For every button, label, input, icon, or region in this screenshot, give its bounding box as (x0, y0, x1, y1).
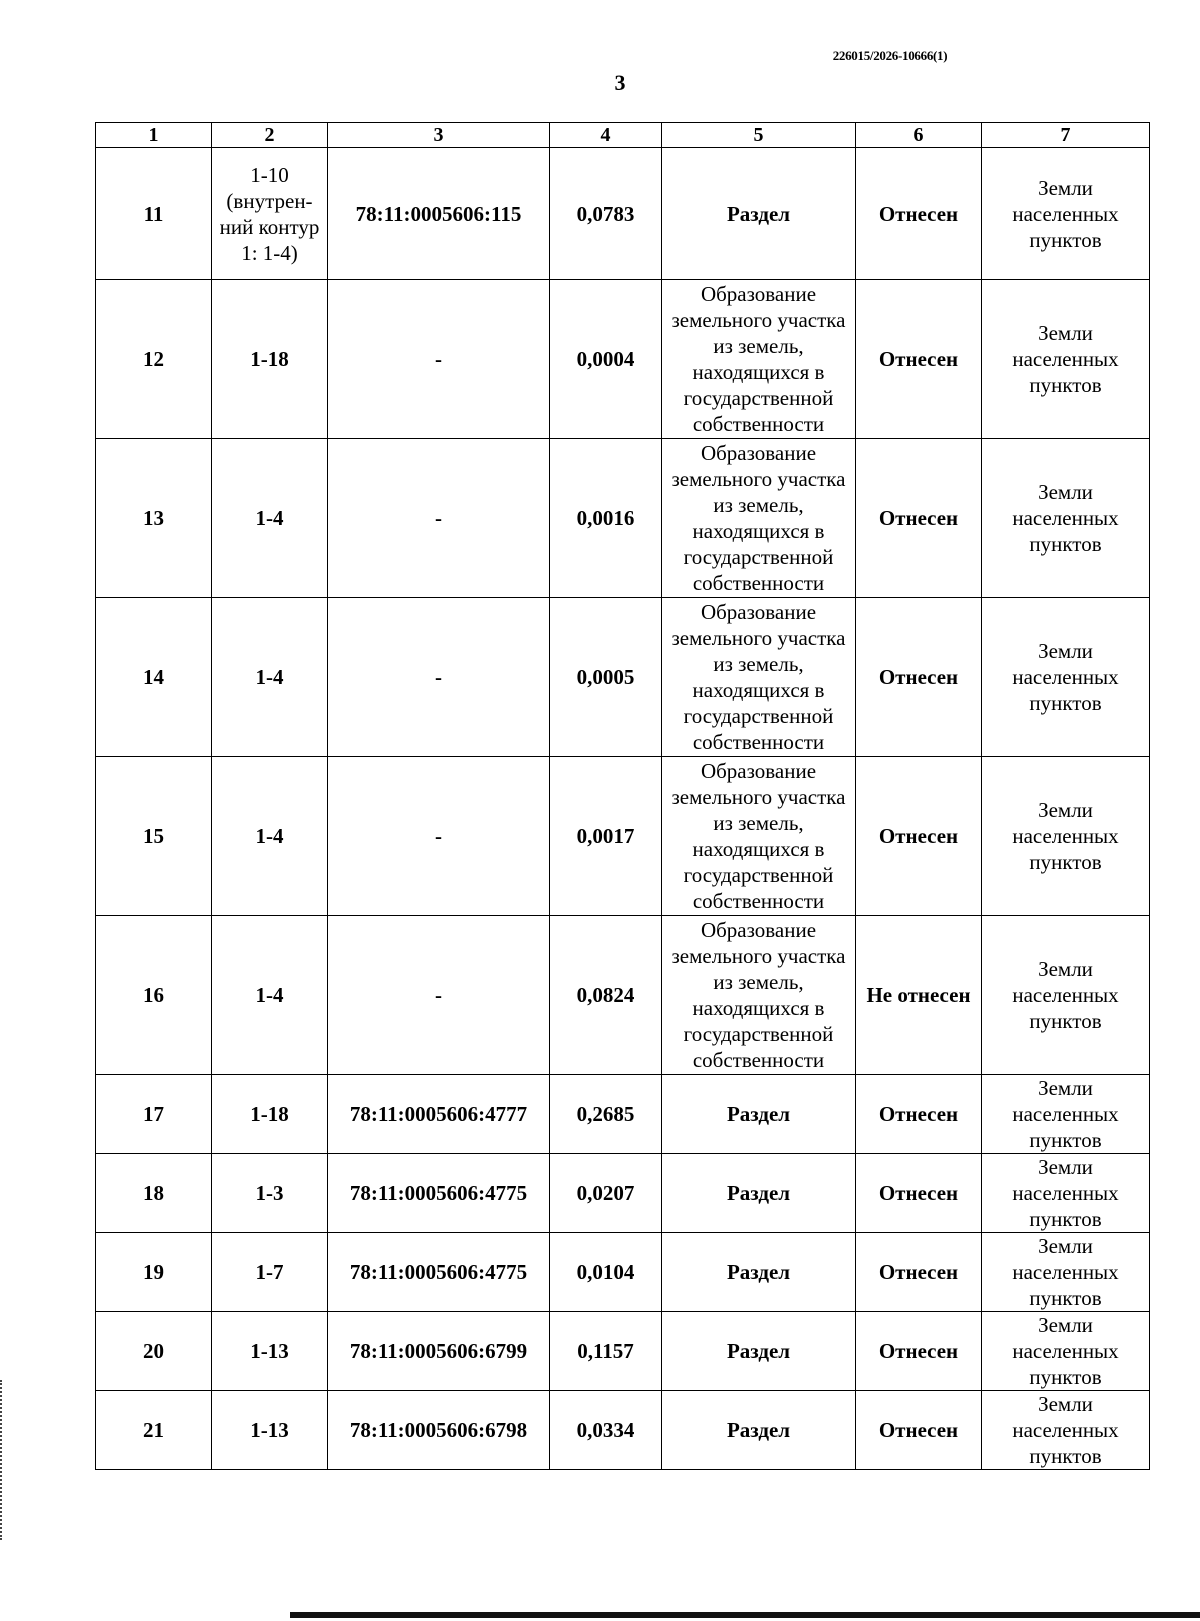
formation-method: Раздел (662, 1154, 856, 1233)
land-category: Земли населенных пунктов (982, 916, 1150, 1075)
boundary-points: 1-4 (212, 439, 328, 598)
table-row (96, 1233, 1150, 1312)
formation-method: Раздел (662, 1233, 856, 1312)
document-number: 226015/2026-10666(1) (832, 48, 948, 63)
formation-method: Образование земельного участка из земель, находящихся в государственной собственности (662, 757, 856, 916)
land-category: Земли населенных пунктов (982, 1154, 1150, 1233)
cadastral-number: 78:11:0005606:4777 (328, 1075, 550, 1154)
row-number: 19 (96, 1233, 212, 1312)
table-row (96, 1075, 1150, 1154)
area-value: 0,0004 (550, 280, 662, 439)
row-number: 14 (96, 598, 212, 757)
formation-method: Раздел (662, 148, 856, 280)
area-value: 0,0783 (550, 148, 662, 280)
table-row (96, 148, 1150, 280)
boundary-points: 1-4 (212, 757, 328, 916)
formation-method: Образование земельного участка из земель, находящихся в государственной собственности (662, 598, 856, 757)
cadastral-number: 78:11:0005606:115 (328, 148, 550, 280)
land-category: Земли населенных пунктов (982, 1233, 1150, 1312)
row-number: 16 (96, 916, 212, 1075)
scan-edge-mark (0, 1380, 5, 1540)
area-value: 0,0017 (550, 757, 662, 916)
boundary-points: 1-18 (212, 1075, 328, 1154)
cadastral-number: 78:11:0005606:4775 (328, 1233, 550, 1312)
column-header: 1 (96, 123, 212, 148)
area-value: 0,0005 (550, 598, 662, 757)
assignment-status: Отнесен (856, 1154, 982, 1233)
cadastral-number: - (328, 916, 550, 1075)
table-row (96, 280, 1150, 439)
boundary-points: 1-13 (212, 1391, 328, 1470)
cadastral-number: - (328, 439, 550, 598)
assignment-status: Отнесен (856, 439, 982, 598)
land-category: Земли населенных пунктов (982, 280, 1150, 439)
formation-method: Образование земельного участка из земель, находящихся в государственной собственности (662, 439, 856, 598)
cadastral-number: 78:11:0005606:6799 (328, 1312, 550, 1391)
row-number: 12 (96, 280, 212, 439)
land-category: Земли населенных пунктов (982, 1075, 1150, 1154)
scan-bottom-border (290, 1612, 1200, 1618)
column-header: 6 (856, 123, 982, 148)
table-row (96, 439, 1150, 598)
cadastral-number: - (328, 598, 550, 757)
land-category: Земли населенных пунктов (982, 148, 1150, 280)
assignment-status: Отнесен (856, 1075, 982, 1154)
assignment-status: Отнесен (856, 280, 982, 439)
row-number: 17 (96, 1075, 212, 1154)
cadastral-number: - (328, 280, 550, 439)
area-value: 0,0104 (550, 1233, 662, 1312)
formation-method: Образование земельного участка из земель, находящихся в государственной собственности (662, 916, 856, 1075)
boundary-points: 1-18 (212, 280, 328, 439)
assignment-status: Отнесен (856, 148, 982, 280)
land-category: Земли населенных пунктов (982, 1312, 1150, 1391)
row-number: 15 (96, 757, 212, 916)
formation-method: Раздел (662, 1075, 856, 1154)
table-row (96, 598, 1150, 757)
assignment-status: Отнесен (856, 1312, 982, 1391)
column-header: 2 (212, 123, 328, 148)
assignment-status: Отнесен (856, 1391, 982, 1470)
assignment-status: Отнесен (856, 598, 982, 757)
column-header: 5 (662, 123, 856, 148)
assignment-status: Не отнесен (856, 916, 982, 1075)
land-category: Земли населенных пунктов (982, 598, 1150, 757)
boundary-points: 1-3 (212, 1154, 328, 1233)
land-category: Земли населенных пунктов (982, 439, 1150, 598)
area-value: 0,2685 (550, 1075, 662, 1154)
area-value: 0,0207 (550, 1154, 662, 1233)
table-row (96, 757, 1150, 916)
assignment-status: Отнесен (856, 757, 982, 916)
table-row (96, 916, 1150, 1075)
column-header: 4 (550, 123, 662, 148)
boundary-points: 1-7 (212, 1233, 328, 1312)
land-category: Земли населенных пунктов (982, 1391, 1150, 1470)
column-header: 7 (982, 123, 1150, 148)
area-value: 0,1157 (550, 1312, 662, 1391)
cadastral-number: - (328, 757, 550, 916)
formation-method: Образование земельного участка из земель, находящихся в государственной собственности (662, 280, 856, 439)
area-value: 0,0016 (550, 439, 662, 598)
table-row (96, 1154, 1150, 1233)
row-number: 13 (96, 439, 212, 598)
row-number: 20 (96, 1312, 212, 1391)
boundary-points: 1-4 (212, 916, 328, 1075)
boundary-points: 1-13 (212, 1312, 328, 1391)
row-number: 18 (96, 1154, 212, 1233)
row-number: 11 (96, 148, 212, 280)
boundary-points: 1-4 (212, 598, 328, 757)
table-header-row (96, 123, 1150, 148)
area-value: 0,0824 (550, 916, 662, 1075)
row-number: 21 (96, 1391, 212, 1470)
page-number: 3 (614, 70, 626, 95)
land-category: Земли населенных пунктов (982, 757, 1150, 916)
table-row (96, 1312, 1150, 1391)
assignment-status: Отнесен (856, 1233, 982, 1312)
formation-method: Раздел (662, 1391, 856, 1470)
column-header: 3 (328, 123, 550, 148)
cadastral-number: 78:11:0005606:4775 (328, 1154, 550, 1233)
area-value: 0,0334 (550, 1391, 662, 1470)
land-plots-table (95, 122, 1150, 1470)
formation-method: Раздел (662, 1312, 856, 1391)
table-row (96, 1391, 1150, 1470)
cadastral-number: 78:11:0005606:6798 (328, 1391, 550, 1470)
boundary-points: 1-10 (внутрен-ний контур 1: 1-4) (212, 148, 328, 280)
